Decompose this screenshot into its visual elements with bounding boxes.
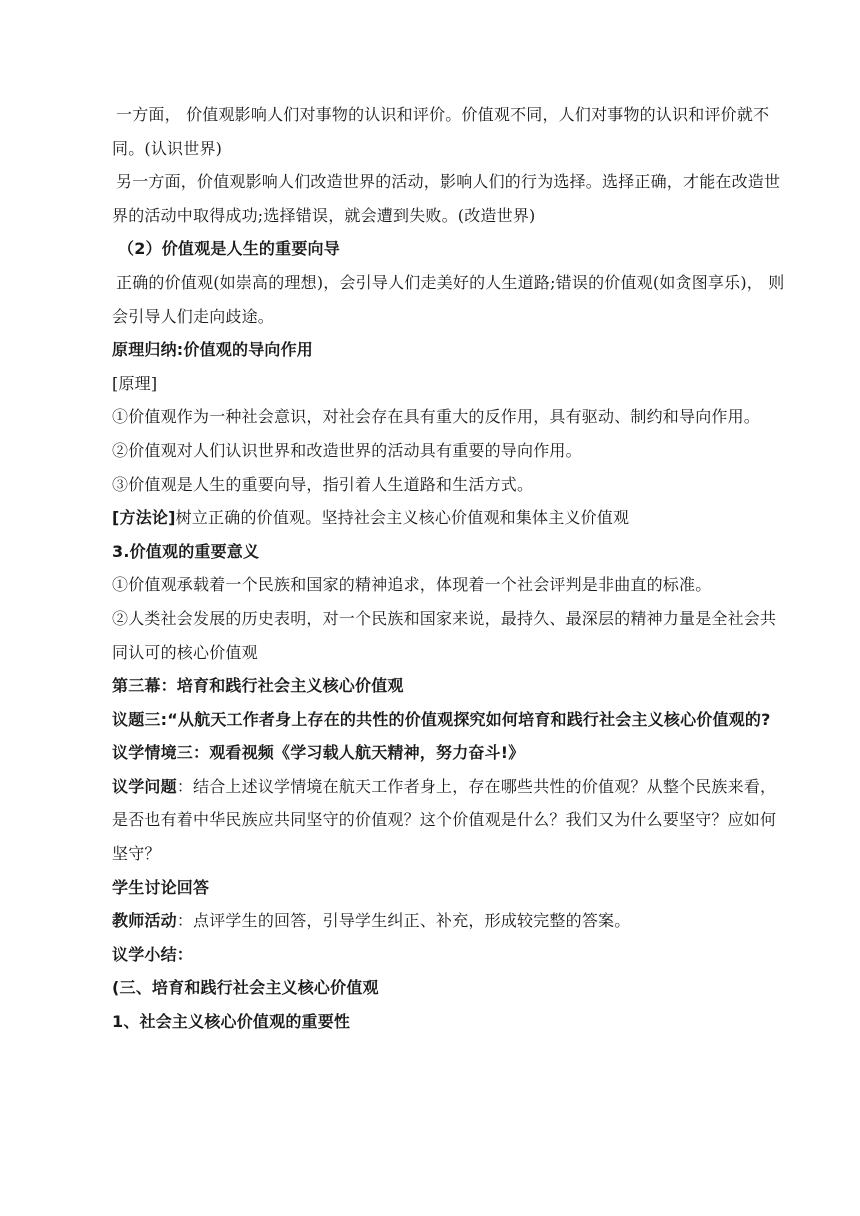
discussion-question-label: 议学问题 [112,776,177,796]
heading-section-three: (三、培育和践行社会主义核心价值观 [112,978,379,998]
teacher-activity-text: ：点评学生的回答，引导学生纠正、补充，形成较完整的答案。 [176,911,631,931]
teacher-activity-paragraph [112,904,792,938]
heading-act-three: 第三幕：培育和践行社会主义核心价值观 [112,676,404,696]
paragraph-value-cognition [112,98,792,165]
significance-item-2: ②人类社会发展的历史表明，对一个民族和国家来说，最持久、最深层的精神力量是全社会共同认可的核心价值观 [112,608,777,662]
discussion-question-text: ：结合上述议学情境在航天工作者身上，存在哪些共性的价值观？从整个民族来看，是否也有着中华民族应共同坚守的价值观？这个价值观是什么？我们又为什么要坚守？应如何坚守？ [112,776,777,864]
methodology-text: 树立正确的价值观。坚持社会主义核心价值观和集体主义价值观 [175,508,630,528]
heading-principle-summary: 原理归纳:价值观的导向作用 [112,340,313,360]
principle-item-1: ①价值观作为一种社会意识，对社会存在具有重大的反作用，具有驱动、制约和导向作用。 [112,407,761,427]
paragraph-right-wrong-values [112,266,792,333]
teacher-activity-label: 教师活动 [112,911,177,931]
label-principle: [原理] [112,373,158,393]
methodology-label: [方法论] [112,508,176,528]
heading-value-significance: 3.价值观的重要意义 [112,541,260,561]
heading-scenario-three: 议学情境三：观看视频《学习载人航天精神，努力奋斗!》 [112,743,525,763]
methodology-paragraph [112,501,792,535]
document-body [112,98,792,1039]
discussion-question-paragraph [112,770,792,871]
paragraph-text: 正确的价值观(如崇高的理想)，会引导人们走美好的人生道路;错误的价值观(如贪图享乐)， 则会引导人们走向歧途。 [112,272,785,326]
paragraph-text: 一方面， 价值观影响人们对事物的认识和评价。价值观不同，人们对事物的认识和评价就不同。(认识世界) [112,105,770,158]
heading-life-guide: （2）价值观是人生的重要向导 [118,239,340,259]
heading-importance: 1、社会主义核心价值观的重要性 [112,1012,351,1032]
heading-topic-three: 议题三:“从航天工作者身上存在的共性的价值观探究如何培育和践行社会主义核心价值观的? [112,709,771,729]
heading-student-discussion: 学生讨论回答 [112,877,210,897]
paragraph-text: 另一方面，价值观影响人们改造世界的活动，影响人们的行为选择。选择正确，才能在改造世界的活动中取得成功;选择错误，就会遭到失败。(改造世界) [112,172,781,225]
heading-summary: 议学小结： [112,944,194,964]
significance-item-1: ①价值观承载着一个民族和国家的精神追求，体现着一个社会评判是非曲直的标准。 [112,575,712,595]
principle-item-2: ②价值观对人们认识世界和改造世界的活动具有重要的导向作用。 [112,440,582,460]
principle-item-3: ③价值观是人生的重要向导，指引着人生道路和生活方式。 [112,474,534,494]
paragraph-value-practice [112,165,792,232]
